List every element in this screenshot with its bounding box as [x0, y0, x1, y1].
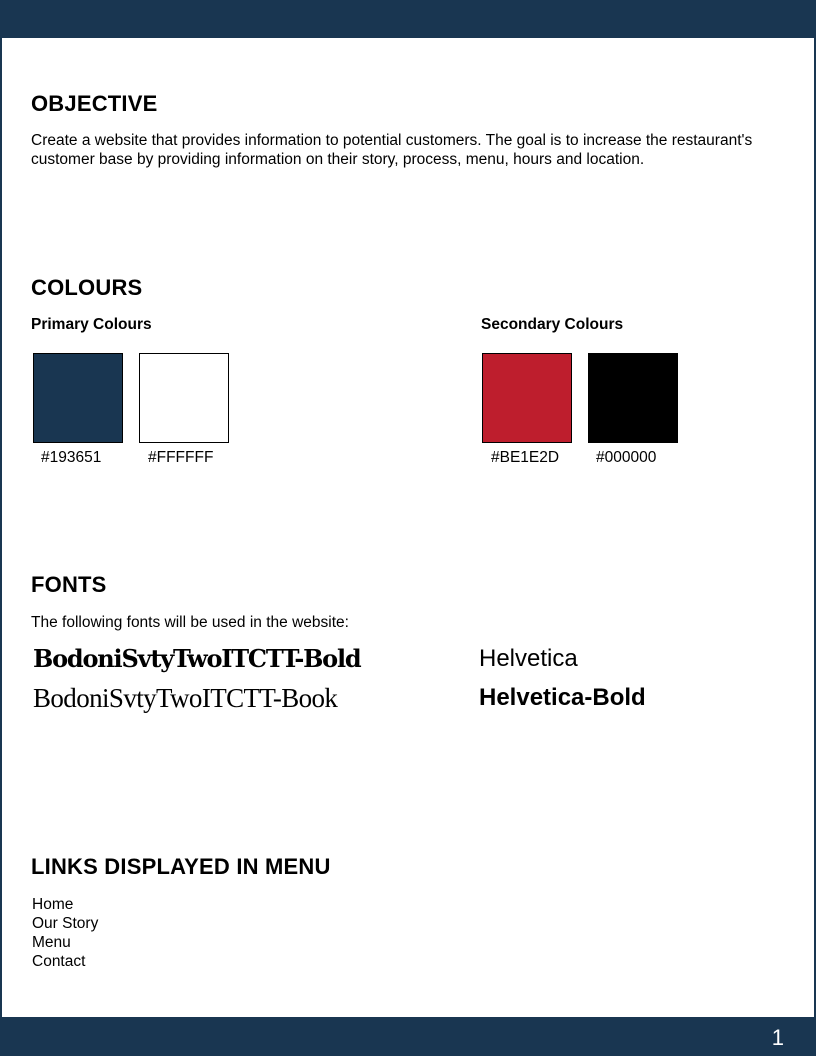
page-border-left	[0, 0, 2, 1056]
secondary-colours-label: Secondary Colours	[481, 316, 624, 333]
links-heading: LINKS DISPLAYED IN MENU	[31, 854, 331, 879]
swatch-primary-1-hex: #193651	[41, 449, 102, 466]
menu-link-home: Home	[32, 896, 74, 913]
swatch-secondary-2-hex: #000000	[596, 449, 657, 466]
fonts-intro: The following fonts will be used in the website:	[31, 614, 349, 631]
fonts-heading: FONTS	[31, 572, 107, 597]
objective-text: Create a website that provides information to potential customers. The goal is to increase the restaurant's customer base by providing information on their story, process, menu, hours and location.	[31, 132, 753, 168]
swatch-primary-1	[33, 353, 123, 443]
menu-link-contact: Contact	[32, 953, 86, 970]
font-sample-helvetica: Helvetica	[479, 645, 578, 672]
top-bar	[0, 0, 816, 38]
menu-links-list	[32, 895, 98, 971]
page-number: 1	[771, 1025, 784, 1050]
swatch-secondary-2	[588, 353, 678, 443]
primary-colours-label: Primary Colours	[31, 316, 152, 333]
menu-link-our-story: Our Story	[32, 915, 99, 932]
swatch-secondary-1-hex: #BE1E2D	[491, 449, 560, 466]
swatch-primary-2-hex: #FFFFFF	[148, 449, 214, 466]
colours-heading: COLOURS	[31, 275, 143, 300]
bottom-bar	[0, 1017, 816, 1056]
font-sample-helvetica-bold: Helvetica-Bold	[479, 684, 646, 711]
swatch-primary-2	[139, 353, 229, 443]
swatch-secondary-1	[482, 353, 572, 443]
menu-link-menu: Menu	[32, 934, 71, 951]
objective-heading: OBJECTIVE	[31, 91, 158, 116]
font-sample-bodoni-bold: BodoniSvtyTwoITCTT-Bold	[33, 644, 361, 673]
font-sample-bodoni-book: BodoniSvtyTwoITCTT-Book	[33, 683, 338, 713]
